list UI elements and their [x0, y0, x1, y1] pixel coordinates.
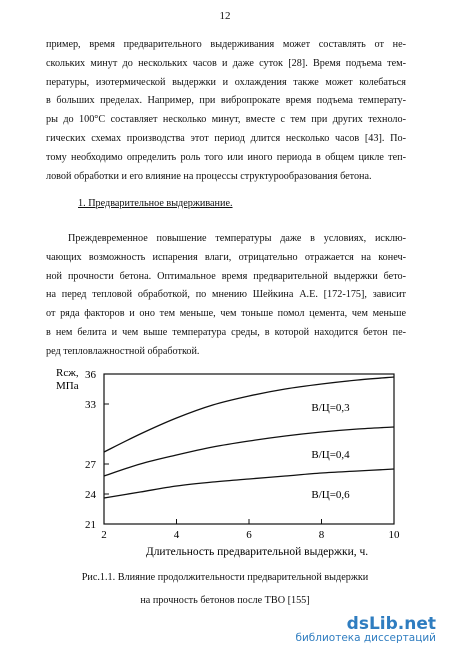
series-line — [104, 427, 394, 476]
paragraph-2-line: ной прочности бетона. Оптимальное время предварительной выдержки бето- — [46, 270, 406, 282]
paragraph-1-line: пример, время предварительного выдерживания может составлять от не- — [46, 39, 406, 50]
paragraph-2-line: ред тепловлажностной обработкой. — [46, 345, 200, 357]
page-number: 12 — [219, 10, 231, 22]
series-label: В/Ц=0,6 — [311, 489, 350, 501]
x-tick-label: 2 — [101, 529, 107, 541]
paragraph-2-line: в нем белита и чем выше температура среды, в которой находится бетон пе- — [46, 326, 406, 338]
x-tick-label: 4 — [173, 529, 180, 541]
x-tick-label: 10 — [388, 529, 400, 541]
y-tick-label: 27 — [85, 459, 96, 471]
x-axis-label: Длительность предварительной выдержки, ч. — [145, 546, 369, 558]
strength-chart — [44, 362, 416, 572]
x-tick-label: 8 — [318, 529, 325, 541]
y-axis-label: Rсж, — [56, 367, 79, 379]
paragraph-1-line: в больших пределах. Например, при вибропрокате время подъема температу- — [46, 95, 406, 107]
figure-caption-line-2: на прочность бетонов после ТВО [155] — [140, 595, 310, 606]
y-tick-label: 24 — [85, 489, 96, 501]
paragraph-1-line: ры до 100°С составляет несколько минут, вместе с тем при других техноло- — [46, 114, 406, 126]
y-axis-unit: МПа — [56, 380, 79, 392]
watermark — [295, 614, 436, 644]
y-tick-label: 36 — [85, 369, 96, 381]
series-label: В/Ц=0,4 — [311, 449, 350, 461]
paragraph-1-line: гических схемах производства этот период длится несколько часов [43]. По- — [46, 132, 406, 144]
watermark-logo: dsLib.net — [346, 614, 436, 634]
series-line — [104, 469, 394, 498]
series-label: В/Ц=0,3 — [311, 402, 350, 414]
paragraph-2-line: на перед тепловой обработкой, по мнению Шейкина А.Е. [172-175], зависит — [46, 289, 406, 301]
paragraph-1-line: тому необходимо определить роль того или иного периода в общем цикле теп- — [46, 151, 406, 163]
paragraph-2-line: от ряда факторов и оно тем меньше, чем тоньше помол цемента, чем меньше — [46, 308, 406, 320]
figure-caption-line-1: Рис.1.1. Влияние продолжительности предварительной выдержки — [81, 572, 369, 583]
y-tick-label: 33 — [85, 399, 96, 411]
watermark-subtitle: библиотека диссертаций — [295, 632, 436, 644]
paragraph-2-line: Преждевременное повышение температуры даже в условиях, исклю- — [68, 233, 406, 244]
y-tick-label: 21 — [85, 519, 96, 531]
paragraph-1-line: ловой обработки и его влияние на процессы структурообразования бетона. — [46, 170, 372, 182]
section-heading: 1. Предварительное выдерживание. — [78, 198, 233, 209]
x-tick-label: 6 — [246, 529, 252, 541]
paragraph-2 — [46, 230, 406, 362]
paragraph-2-line: чающих возможность испарения влаги, отрицательно отражается на конеч- — [46, 251, 406, 263]
paragraph-1-line: скольких минут до нескольких часов и даже суток [28]. Время подъема тем- — [46, 57, 406, 69]
paragraph-1-line: пературы, изотермической выдержки и охлаждения также может колебаться — [46, 76, 406, 88]
paragraph-1 — [46, 36, 406, 186]
